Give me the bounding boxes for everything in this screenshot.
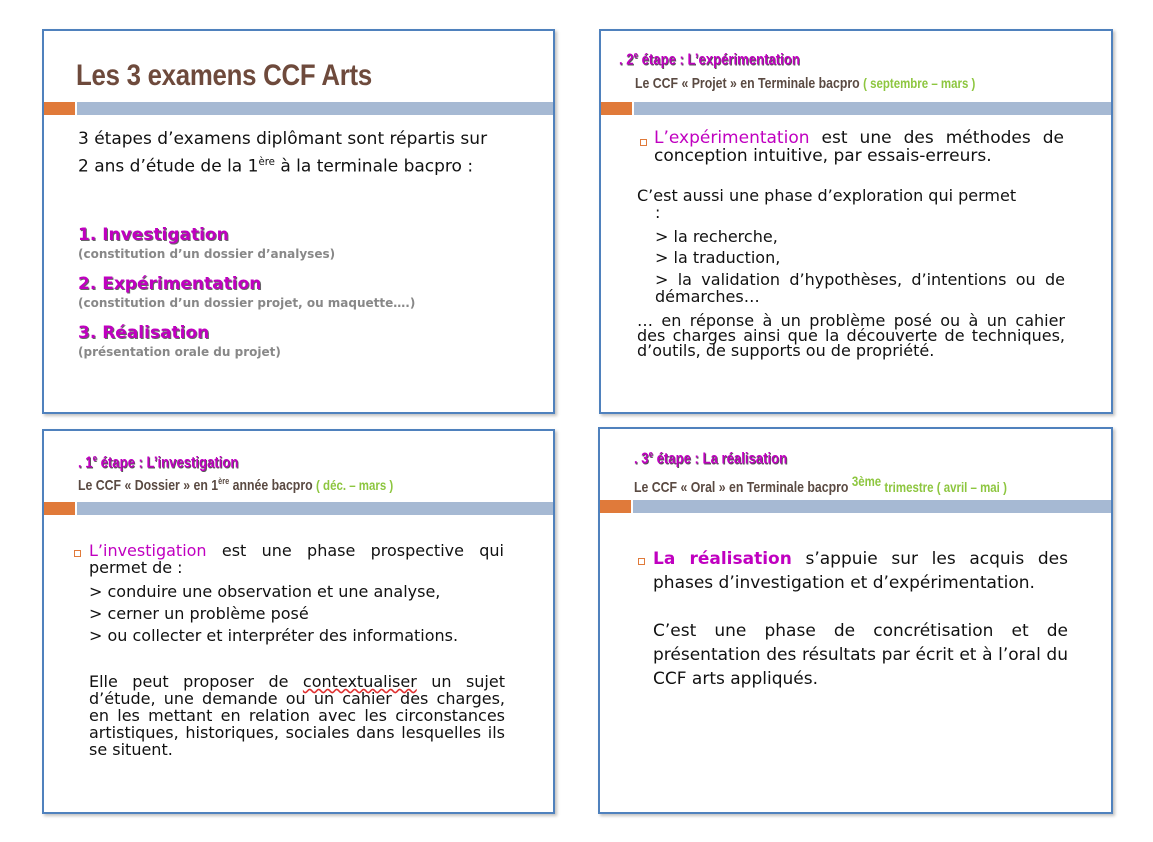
slide-investigation bbox=[42, 429, 555, 814]
accent-bar-blue bbox=[633, 500, 1111, 513]
accent-bar-blue bbox=[77, 102, 553, 115]
list-lines: > conduire une observation et une analyse, > cerner un problème posé > ou collecter et interpréter des informations. bbox=[89, 582, 459, 645]
intro-line-1: 3 étapes d’examens diplômant sont répartis sur bbox=[78, 129, 488, 149]
step-title: . 3e étape : La réalisation bbox=[634, 449, 788, 468]
intro-line-2: 2 ans d’étude de la 1ère à la terminale bacpro : bbox=[78, 156, 474, 177]
paragraph-1: L’investigation est une phase prospective qui permet de : bbox=[89, 541, 504, 577]
list-item-realisation: 3. Réalisation (présentation orale du projet) bbox=[78, 323, 281, 359]
paragraph-3: … en réponse à un problème posé ou à un cahier des charges ainsi que la découverte de techniques, d’outils, de supports ou de propriété. bbox=[637, 311, 1065, 360]
intro-text bbox=[78, 127, 518, 179]
paragraph-2: C’est une phase de concrétisation et de présentation des résultats par écrit et à l’oral du CCF arts appliqués. bbox=[653, 621, 1068, 689]
accent-bar-orange bbox=[44, 502, 75, 515]
step-title: . 1e étape : L’investigation bbox=[78, 453, 239, 472]
accent-bar-blue bbox=[77, 502, 553, 515]
step-subtitle: Le CCF « Projet » en Terminale bacpro ( septembre – mars ) bbox=[635, 75, 976, 92]
bullet-square-icon bbox=[74, 550, 81, 557]
accent-bar-orange bbox=[44, 102, 75, 115]
bullet-square-icon bbox=[638, 558, 645, 565]
slide-realisation bbox=[598, 427, 1113, 814]
slide-ccf-overview bbox=[42, 29, 555, 414]
accent-bar-orange bbox=[600, 500, 631, 513]
slide-experimentation bbox=[599, 29, 1113, 414]
step-title: . 2e étape : L’expérimentation bbox=[619, 50, 800, 69]
step-subtitle: Le CCF « Oral » en Terminale bacpro $^{3ème}$ trimestre ( avril – mai ) bbox=[634, 473, 1007, 496]
list-item-investigation: 1. Investigation (constitution d’un dossier d’analyses) bbox=[78, 225, 336, 261]
list-lines: > la recherche, > la traduction, > la validation d’hypothèses, d’intentions ou de démarches… bbox=[655, 227, 1065, 306]
accent-bar-orange bbox=[601, 102, 632, 115]
list-item-experimentation: 2. Expérimentation (constitution d’un dossier projet, ou maquette….) bbox=[78, 274, 416, 310]
paragraph-2: Elle peut proposer de contextualiser un sujet d’étude, une demande ou un cahier des charges, en les mettant en relation avec les circonstances artistiques, historiques, sociales dans lesquelles ils se situent. bbox=[89, 672, 505, 759]
paragraph-1: L’expérimentation est une des méthodes de conception intuitive, par essais-erreurs. bbox=[654, 128, 1064, 166]
paragraph-1: La réalisation s’appuie sur les acquis des phases d’investigation et d’expérimentation. bbox=[653, 549, 1068, 593]
bullet-square-icon bbox=[640, 139, 647, 146]
paragraph-2: C’est aussi une phase d’exploration qui permet : bbox=[637, 186, 1017, 222]
slide-title: Les 3 examens CCF Arts bbox=[76, 59, 372, 92]
accent-bar-blue bbox=[634, 102, 1111, 115]
step-subtitle: Le CCF « Dossier » en 1ère année bacpro ( déc. – mars ) bbox=[78, 476, 394, 494]
